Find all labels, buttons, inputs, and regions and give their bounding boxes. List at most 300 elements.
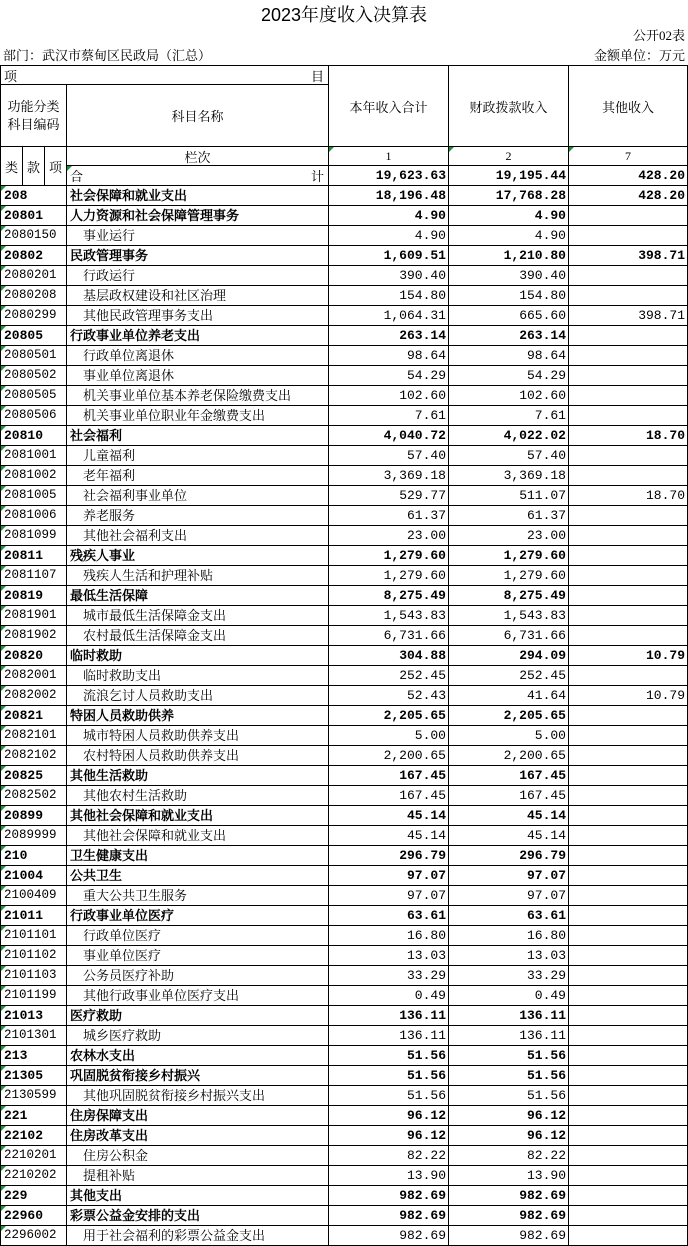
row-total: 97.07 xyxy=(329,866,449,886)
table-row xyxy=(1,446,688,466)
row-fiscal: 45.14 xyxy=(449,806,569,826)
row-code: 2080502 xyxy=(1,366,67,386)
row-other xyxy=(569,826,688,846)
row-total: 97.07 xyxy=(329,886,449,906)
row-fiscal: 97.07 xyxy=(449,886,569,906)
table-header xyxy=(1,66,688,186)
table-row xyxy=(1,246,688,266)
row-total: 4.90 xyxy=(329,226,449,246)
row-total: 96.12 xyxy=(329,1106,449,1126)
row-name: 基层政权建设和社区治理 xyxy=(67,286,329,306)
row-name: 其他社会保障和就业支出 xyxy=(67,826,329,846)
row-code: 2080150 xyxy=(1,226,67,246)
table-row xyxy=(1,486,688,506)
row-name: 社会福利事业单位 xyxy=(67,486,329,506)
header-column-number-label: 栏次 xyxy=(67,147,329,166)
row-code: 22102 xyxy=(1,1126,67,1146)
row-name: 住房公积金 xyxy=(67,1146,329,1166)
row-other xyxy=(569,846,688,866)
table-row xyxy=(1,346,688,366)
row-name: 其他行政事业单位医疗支出 xyxy=(67,986,329,1006)
row-other xyxy=(569,1086,688,1106)
row-other: 18.70 xyxy=(569,426,688,446)
row-fiscal: 102.60 xyxy=(449,386,569,406)
row-code: 2081099 xyxy=(1,526,67,546)
table-row xyxy=(1,746,688,766)
row-name: 城乡医疗救助 xyxy=(67,1026,329,1046)
row-fiscal: 3,369.18 xyxy=(449,466,569,486)
table-row xyxy=(1,266,688,286)
header-item-label xyxy=(1,66,329,85)
row-name: 社会福利 xyxy=(67,426,329,446)
table-row xyxy=(1,866,688,886)
row-code: 20825 xyxy=(1,766,67,786)
table-row xyxy=(1,1066,688,1086)
row-code: 2081002 xyxy=(1,466,67,486)
row-fiscal: 17,768.28 xyxy=(449,186,569,206)
row-name: 彩票公益金安排的支出 xyxy=(67,1206,329,1226)
row-other xyxy=(569,1026,688,1046)
table-row xyxy=(1,506,688,526)
row-other xyxy=(569,726,688,746)
row-other: 10.79 xyxy=(569,646,688,666)
item-label-left: 项 xyxy=(4,68,18,84)
row-fiscal: 61.37 xyxy=(449,506,569,526)
row-total: 54.29 xyxy=(329,366,449,386)
row-fiscal: 2,205.65 xyxy=(449,706,569,726)
row-other xyxy=(569,966,688,986)
row-fiscal: 23.00 xyxy=(449,526,569,546)
row-total: 6,731.66 xyxy=(329,626,449,646)
row-name: 医疗救助 xyxy=(67,1006,329,1026)
row-fiscal: 1,543.83 xyxy=(449,606,569,626)
row-code: 2080506 xyxy=(1,406,67,426)
row-total: 1,279.60 xyxy=(329,546,449,566)
row-other xyxy=(569,886,688,906)
table-row xyxy=(1,806,688,826)
row-code: 20811 xyxy=(1,546,67,566)
table-row xyxy=(1,186,688,206)
row-other: 428.20 xyxy=(569,186,688,206)
row-total: 0.49 xyxy=(329,986,449,1006)
row-name: 事业运行 xyxy=(67,226,329,246)
row-total: 51.56 xyxy=(329,1066,449,1086)
row-name: 用于社会福利的彩票公益金支出 xyxy=(67,1226,329,1246)
row-other xyxy=(569,346,688,366)
row-other xyxy=(569,586,688,606)
row-code: 2101102 xyxy=(1,946,67,966)
row-other xyxy=(569,1206,688,1226)
row-fiscal: 665.60 xyxy=(449,306,569,326)
row-other xyxy=(569,526,688,546)
table-row xyxy=(1,1206,688,1226)
row-total: 2,205.65 xyxy=(329,706,449,726)
row-total: 98.64 xyxy=(329,346,449,366)
row-code: 2101199 xyxy=(1,986,67,1006)
table-row xyxy=(1,286,688,306)
row-fiscal: 5.00 xyxy=(449,726,569,746)
header-other-income: 其他收入 xyxy=(569,66,688,147)
table-row xyxy=(1,566,688,586)
row-total: 45.14 xyxy=(329,826,449,846)
row-other xyxy=(569,866,688,886)
row-other xyxy=(569,946,688,966)
row-total: 3,369.18 xyxy=(329,466,449,486)
row-other xyxy=(569,1066,688,1086)
row-other xyxy=(569,786,688,806)
table-row xyxy=(1,686,688,706)
row-other xyxy=(569,466,688,486)
row-code: 2081006 xyxy=(1,506,67,526)
row-fiscal: 982.69 xyxy=(449,1226,569,1246)
table-row xyxy=(1,906,688,926)
row-name: 农林水支出 xyxy=(67,1046,329,1066)
total-row-other: 428.20 xyxy=(569,166,688,186)
table-row xyxy=(1,1006,688,1026)
row-fiscal: 13.03 xyxy=(449,946,569,966)
table-row xyxy=(1,466,688,486)
row-total: 1,543.83 xyxy=(329,606,449,626)
row-fiscal: 4,022.02 xyxy=(449,426,569,446)
header-name-heading: 科目名称 xyxy=(67,85,329,147)
row-code: 2082001 xyxy=(1,666,67,686)
row-name: 提租补贴 xyxy=(67,1166,329,1186)
row-code: 2101301 xyxy=(1,1026,67,1046)
row-fiscal: 390.40 xyxy=(449,266,569,286)
table-row xyxy=(1,586,688,606)
row-other xyxy=(569,386,688,406)
row-total: 52.43 xyxy=(329,686,449,706)
row-other xyxy=(569,266,688,286)
table-row xyxy=(1,1166,688,1186)
row-name: 机关事业单位职业年金缴费支出 xyxy=(67,406,329,426)
row-code: 21305 xyxy=(1,1066,67,1086)
row-name: 行政事业单位养老支出 xyxy=(67,326,329,346)
row-other xyxy=(569,706,688,726)
row-code: 2081005 xyxy=(1,486,67,506)
department-label: 部门：武汉市蔡甸区民政局（汇总） xyxy=(3,48,212,63)
row-name: 最低生活保障 xyxy=(67,586,329,606)
row-fiscal: 97.07 xyxy=(449,866,569,886)
row-code: 210 xyxy=(1,846,67,866)
row-total: 982.69 xyxy=(329,1186,449,1206)
row-name: 其他社会保障和就业支出 xyxy=(67,806,329,826)
row-name: 儿童福利 xyxy=(67,446,329,466)
row-other xyxy=(569,1166,688,1186)
row-code: 2080501 xyxy=(1,346,67,366)
code-heading-line: 科目编码 xyxy=(7,116,60,132)
table-row xyxy=(1,1026,688,1046)
table-row xyxy=(1,1146,688,1166)
row-code: 2080208 xyxy=(1,286,67,306)
row-code: 2210202 xyxy=(1,1166,67,1186)
row-name: 城市特困人员救助供养支出 xyxy=(67,726,329,746)
row-name: 其他农村生活救助 xyxy=(67,786,329,806)
row-name: 其他社会福利支出 xyxy=(67,526,329,546)
row-name: 特困人员救助供养 xyxy=(67,706,329,726)
row-total: 5.00 xyxy=(329,726,449,746)
table-row xyxy=(1,386,688,406)
row-other xyxy=(569,806,688,826)
row-total: 296.79 xyxy=(329,846,449,866)
row-name: 巩固脱贫衔接乡村振兴 xyxy=(67,1066,329,1086)
table-row xyxy=(1,1046,688,1066)
row-fiscal: 252.45 xyxy=(449,666,569,686)
row-other xyxy=(569,626,688,646)
row-name: 残疾人事业 xyxy=(67,546,329,566)
row-fiscal: 167.45 xyxy=(449,766,569,786)
row-total: 16.80 xyxy=(329,926,449,946)
row-code: 2081107 xyxy=(1,566,67,586)
row-fiscal: 294.09 xyxy=(449,646,569,666)
row-name: 公共卫生 xyxy=(67,866,329,886)
table-row xyxy=(1,846,688,866)
row-other xyxy=(569,446,688,466)
row-other xyxy=(569,1126,688,1146)
row-fiscal: 296.79 xyxy=(449,846,569,866)
row-other: 398.71 xyxy=(569,306,688,326)
row-name: 人力资源和社会保障管理事务 xyxy=(67,206,329,226)
table-row xyxy=(1,366,688,386)
row-fiscal: 57.40 xyxy=(449,446,569,466)
row-total: 252.45 xyxy=(329,666,449,686)
row-total: 13.90 xyxy=(329,1166,449,1186)
row-fiscal: 263.14 xyxy=(449,326,569,346)
row-other: 18.70 xyxy=(569,486,688,506)
table-row xyxy=(1,1086,688,1106)
row-fiscal: 41.64 xyxy=(449,686,569,706)
row-total: 136.11 xyxy=(329,1006,449,1026)
row-total: 167.45 xyxy=(329,766,449,786)
table-row xyxy=(1,226,688,246)
column-number: 1 xyxy=(329,147,449,166)
row-code: 2082102 xyxy=(1,746,67,766)
row-code: 213 xyxy=(1,1046,67,1066)
column-number: 7 xyxy=(569,147,688,166)
row-fiscal: 136.11 xyxy=(449,1026,569,1046)
row-other xyxy=(569,226,688,246)
row-fiscal: 2,200.65 xyxy=(449,746,569,766)
table-row xyxy=(1,526,688,546)
row-total: 51.56 xyxy=(329,1086,449,1106)
row-fiscal: 1,279.60 xyxy=(449,546,569,566)
row-total: 23.00 xyxy=(329,526,449,546)
row-fiscal: 33.29 xyxy=(449,966,569,986)
row-total: 33.29 xyxy=(329,966,449,986)
row-total: 1,064.31 xyxy=(329,306,449,326)
row-fiscal: 1,279.60 xyxy=(449,566,569,586)
row-name: 残疾人生活和护理补贴 xyxy=(67,566,329,586)
table-row xyxy=(1,966,688,986)
row-code: 2082502 xyxy=(1,786,67,806)
row-fiscal: 154.80 xyxy=(449,286,569,306)
row-fiscal: 8,275.49 xyxy=(449,586,569,606)
row-name: 其他巩固脱贫衔接乡村振兴支出 xyxy=(67,1086,329,1106)
row-total: 304.88 xyxy=(329,646,449,666)
row-other: 398.71 xyxy=(569,246,688,266)
row-other xyxy=(569,986,688,1006)
row-name: 卫生健康支出 xyxy=(67,846,329,866)
form-number: 公开02表 xyxy=(632,28,685,43)
row-fiscal: 16.80 xyxy=(449,926,569,946)
row-code: 2080201 xyxy=(1,266,67,286)
row-fiscal: 7.61 xyxy=(449,406,569,426)
row-code: 20801 xyxy=(1,206,67,226)
row-fiscal: 51.56 xyxy=(449,1086,569,1106)
row-total: 61.37 xyxy=(329,506,449,526)
row-total: 1,279.60 xyxy=(329,566,449,586)
row-name: 临时救助支出 xyxy=(67,666,329,686)
row-fiscal: 51.56 xyxy=(449,1046,569,1066)
row-total: 7.61 xyxy=(329,406,449,426)
table-row xyxy=(1,326,688,346)
row-fiscal: 98.64 xyxy=(449,346,569,366)
row-other xyxy=(569,506,688,526)
row-name: 住房保障支出 xyxy=(67,1106,329,1126)
row-other xyxy=(569,1006,688,1026)
row-name: 民政管理事务 xyxy=(67,246,329,266)
header-level-lei: 类 xyxy=(1,147,23,186)
row-fiscal: 63.61 xyxy=(449,906,569,926)
income-statement-table xyxy=(0,65,688,1246)
row-fiscal: 136.11 xyxy=(449,1006,569,1026)
table-body xyxy=(1,186,688,1246)
table-row xyxy=(1,426,688,446)
row-total: 167.45 xyxy=(329,786,449,806)
row-fiscal: 96.12 xyxy=(449,1126,569,1146)
row-code: 2296002 xyxy=(1,1226,67,1246)
row-fiscal: 4.90 xyxy=(449,206,569,226)
row-name: 其他民政管理事务支出 xyxy=(67,306,329,326)
row-other xyxy=(569,746,688,766)
row-total: 1,609.51 xyxy=(329,246,449,266)
row-name: 住房改革支出 xyxy=(67,1126,329,1146)
row-fiscal: 82.22 xyxy=(449,1146,569,1166)
total-row-total: 19,623.63 xyxy=(329,166,449,186)
total-label-right: 计 xyxy=(310,169,324,184)
row-code: 2080505 xyxy=(1,386,67,406)
row-fiscal: 13.90 xyxy=(449,1166,569,1186)
row-total: 13.03 xyxy=(329,946,449,966)
row-code: 2100409 xyxy=(1,886,67,906)
row-code: 20821 xyxy=(1,706,67,726)
row-fiscal: 511.07 xyxy=(449,486,569,506)
row-name: 行政单位医疗 xyxy=(67,926,329,946)
row-fiscal: 6,731.66 xyxy=(449,626,569,646)
row-other xyxy=(569,766,688,786)
row-other xyxy=(569,546,688,566)
row-name: 行政事业单位医疗 xyxy=(67,906,329,926)
row-code: 20820 xyxy=(1,646,67,666)
table-row xyxy=(1,406,688,426)
row-total: 4.90 xyxy=(329,206,449,226)
row-other xyxy=(569,406,688,426)
row-code: 22960 xyxy=(1,1206,67,1226)
table-row xyxy=(1,306,688,326)
row-other xyxy=(569,606,688,626)
row-fiscal: 167.45 xyxy=(449,786,569,806)
row-code: 2081001 xyxy=(1,446,67,466)
table-row xyxy=(1,626,688,646)
row-code: 20805 xyxy=(1,326,67,346)
row-fiscal: 54.29 xyxy=(449,366,569,386)
row-code: 2101101 xyxy=(1,926,67,946)
row-code: 2081902 xyxy=(1,626,67,646)
row-code: 20810 xyxy=(1,426,67,446)
row-fiscal: 45.14 xyxy=(449,826,569,846)
row-fiscal: 0.49 xyxy=(449,986,569,1006)
row-name: 农村特困人员救助供养支出 xyxy=(67,746,329,766)
row-code: 221 xyxy=(1,1106,67,1126)
row-other xyxy=(569,666,688,686)
header-total-income: 本年收入合计 xyxy=(329,66,449,147)
row-name: 流浪乞讨人员救助支出 xyxy=(67,686,329,706)
row-name: 养老服务 xyxy=(67,506,329,526)
row-other xyxy=(569,366,688,386)
row-total: 57.40 xyxy=(329,446,449,466)
row-name: 行政运行 xyxy=(67,266,329,286)
header-level-xiang: 项 xyxy=(45,147,67,186)
row-code: 2080299 xyxy=(1,306,67,326)
table-row xyxy=(1,646,688,666)
row-total: 982.69 xyxy=(329,1226,449,1246)
row-other xyxy=(569,1146,688,1166)
row-fiscal: 96.12 xyxy=(449,1106,569,1126)
row-total: 102.60 xyxy=(329,386,449,406)
row-total: 8,275.49 xyxy=(329,586,449,606)
table-row xyxy=(1,766,688,786)
row-name: 农村最低生活保障金支出 xyxy=(67,626,329,646)
total-label-left: 合 xyxy=(70,169,84,184)
row-total: 982.69 xyxy=(329,1206,449,1226)
table-row xyxy=(1,706,688,726)
row-code: 2089999 xyxy=(1,826,67,846)
row-total: 136.11 xyxy=(329,1026,449,1046)
table-row xyxy=(1,1226,688,1246)
row-name: 社会保障和就业支出 xyxy=(67,186,329,206)
row-other xyxy=(569,1106,688,1126)
row-other xyxy=(569,926,688,946)
row-fiscal: 982.69 xyxy=(449,1186,569,1206)
row-total: 51.56 xyxy=(329,1046,449,1066)
row-other: 10.79 xyxy=(569,686,688,706)
row-other xyxy=(569,326,688,346)
row-code: 21013 xyxy=(1,1006,67,1026)
row-total: 263.14 xyxy=(329,326,449,346)
row-total: 45.14 xyxy=(329,806,449,826)
row-fiscal: 982.69 xyxy=(449,1206,569,1226)
row-name: 其他生活救助 xyxy=(67,766,329,786)
table-row xyxy=(1,1186,688,1206)
row-name: 老年福利 xyxy=(67,466,329,486)
row-code: 21011 xyxy=(1,906,67,926)
row-name: 事业单位离退休 xyxy=(67,366,329,386)
row-code: 21004 xyxy=(1,866,67,886)
row-total: 96.12 xyxy=(329,1126,449,1146)
total-row-fiscal: 19,195.44 xyxy=(449,166,569,186)
table-row xyxy=(1,786,688,806)
row-fiscal: 4.90 xyxy=(449,226,569,246)
table-row xyxy=(1,1126,688,1146)
row-total: 2,200.65 xyxy=(329,746,449,766)
row-total: 154.80 xyxy=(329,286,449,306)
row-total: 63.61 xyxy=(329,906,449,926)
row-total: 4,040.72 xyxy=(329,426,449,446)
row-name: 重大公共卫生服务 xyxy=(67,886,329,906)
header-level-kuan: 款 xyxy=(23,147,45,186)
table-row xyxy=(1,1106,688,1126)
table-row xyxy=(1,826,688,846)
